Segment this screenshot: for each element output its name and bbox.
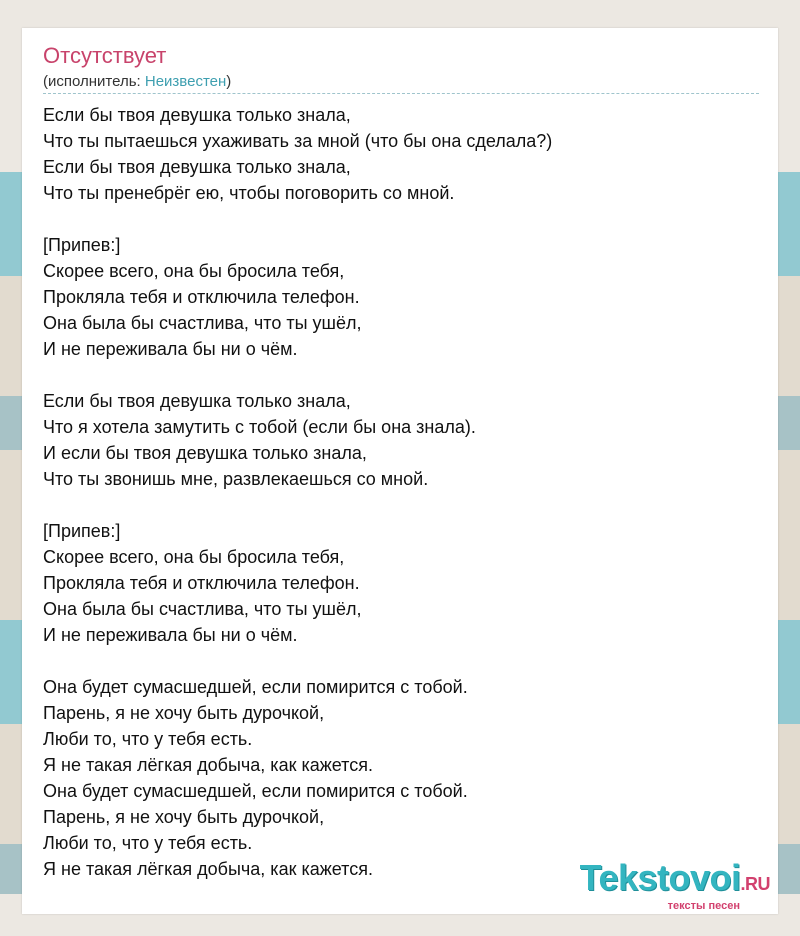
song-title: Отсутствует (43, 43, 167, 68)
lyric-line: Люби то, что у тебя есть. (43, 833, 253, 853)
lyric-line: Она будет сумасшедшей, если помирится с тобой. (43, 781, 468, 801)
artist-prefix: (исполнитель: (43, 73, 145, 90)
site-logo[interactable] (579, 857, 770, 912)
lyric-line: Что ты пытаешься ухаживать за мной (что бы она сделала?) (43, 131, 553, 151)
lyric-line: Она была бы счастлива, что ты ушёл, (43, 313, 362, 333)
lyric-line (43, 206, 763, 232)
lyric-line: Прокляла тебя и отключила телефон. (43, 287, 360, 307)
lyric-line: [Припев:] (43, 235, 121, 255)
logo-tld: .RU (740, 874, 770, 894)
lyric-line (43, 362, 763, 388)
logo-tagline: тексты песен (667, 900, 740, 912)
lyric-line: Если бы твоя девушка только знала, (43, 157, 351, 177)
lyric-line: Она была бы счастлива, что ты ушёл, (43, 599, 362, 619)
lyric-line (43, 648, 763, 674)
lyric-line: Что ты звонишь мне, развлекаешься со мной. (43, 469, 429, 489)
lyric-line: Парень, я не хочу быть дурочкой, (43, 807, 325, 827)
artist-suffix: ) (226, 73, 232, 90)
lyric-line: Если бы твоя девушка только знала, (43, 391, 351, 411)
artist-link[interactable]: Неизвестен (144, 73, 227, 90)
logo-wordmark (579, 857, 770, 902)
lyrics-text (43, 102, 763, 882)
lyric-line: Я не такая лёгкая добыча, как кажется. (43, 859, 373, 879)
lyric-line: Парень, я не хочу быть дурочкой, (43, 703, 325, 723)
lyric-line: Скорее всего, она бы бросила тебя, (43, 261, 345, 281)
divider (43, 93, 759, 94)
lyric-line (43, 492, 763, 518)
lyric-line: И если бы твоя девушка только знала, (43, 443, 367, 463)
logo-main-text: Tekstovoi (579, 857, 741, 898)
lyrics-card (22, 28, 778, 914)
lyric-line: Скорее всего, она бы бросила тебя, (43, 547, 345, 567)
lyric-line: Прокляла тебя и отключила телефон. (43, 573, 360, 593)
artist-line (43, 73, 231, 91)
lyric-line: Люби то, что у тебя есть. (43, 729, 253, 749)
lyric-line: И не переживала бы ни о чём. (43, 625, 298, 645)
lyric-line: Что я хотела замутить с тобой (если бы она знала). (43, 417, 476, 437)
lyric-line: И не переживала бы ни о чём. (43, 339, 298, 359)
lyric-line: Что ты пренебрёг ею, чтобы поговорить со мной. (43, 183, 455, 203)
lyric-line: Я не такая лёгкая добыча, как кажется. (43, 755, 373, 775)
lyric-line: Если бы твоя девушка только знала, (43, 105, 351, 125)
lyric-line: [Припев:] (43, 521, 121, 541)
lyric-line: Она будет сумасшедшей, если помирится с тобой. (43, 677, 468, 697)
